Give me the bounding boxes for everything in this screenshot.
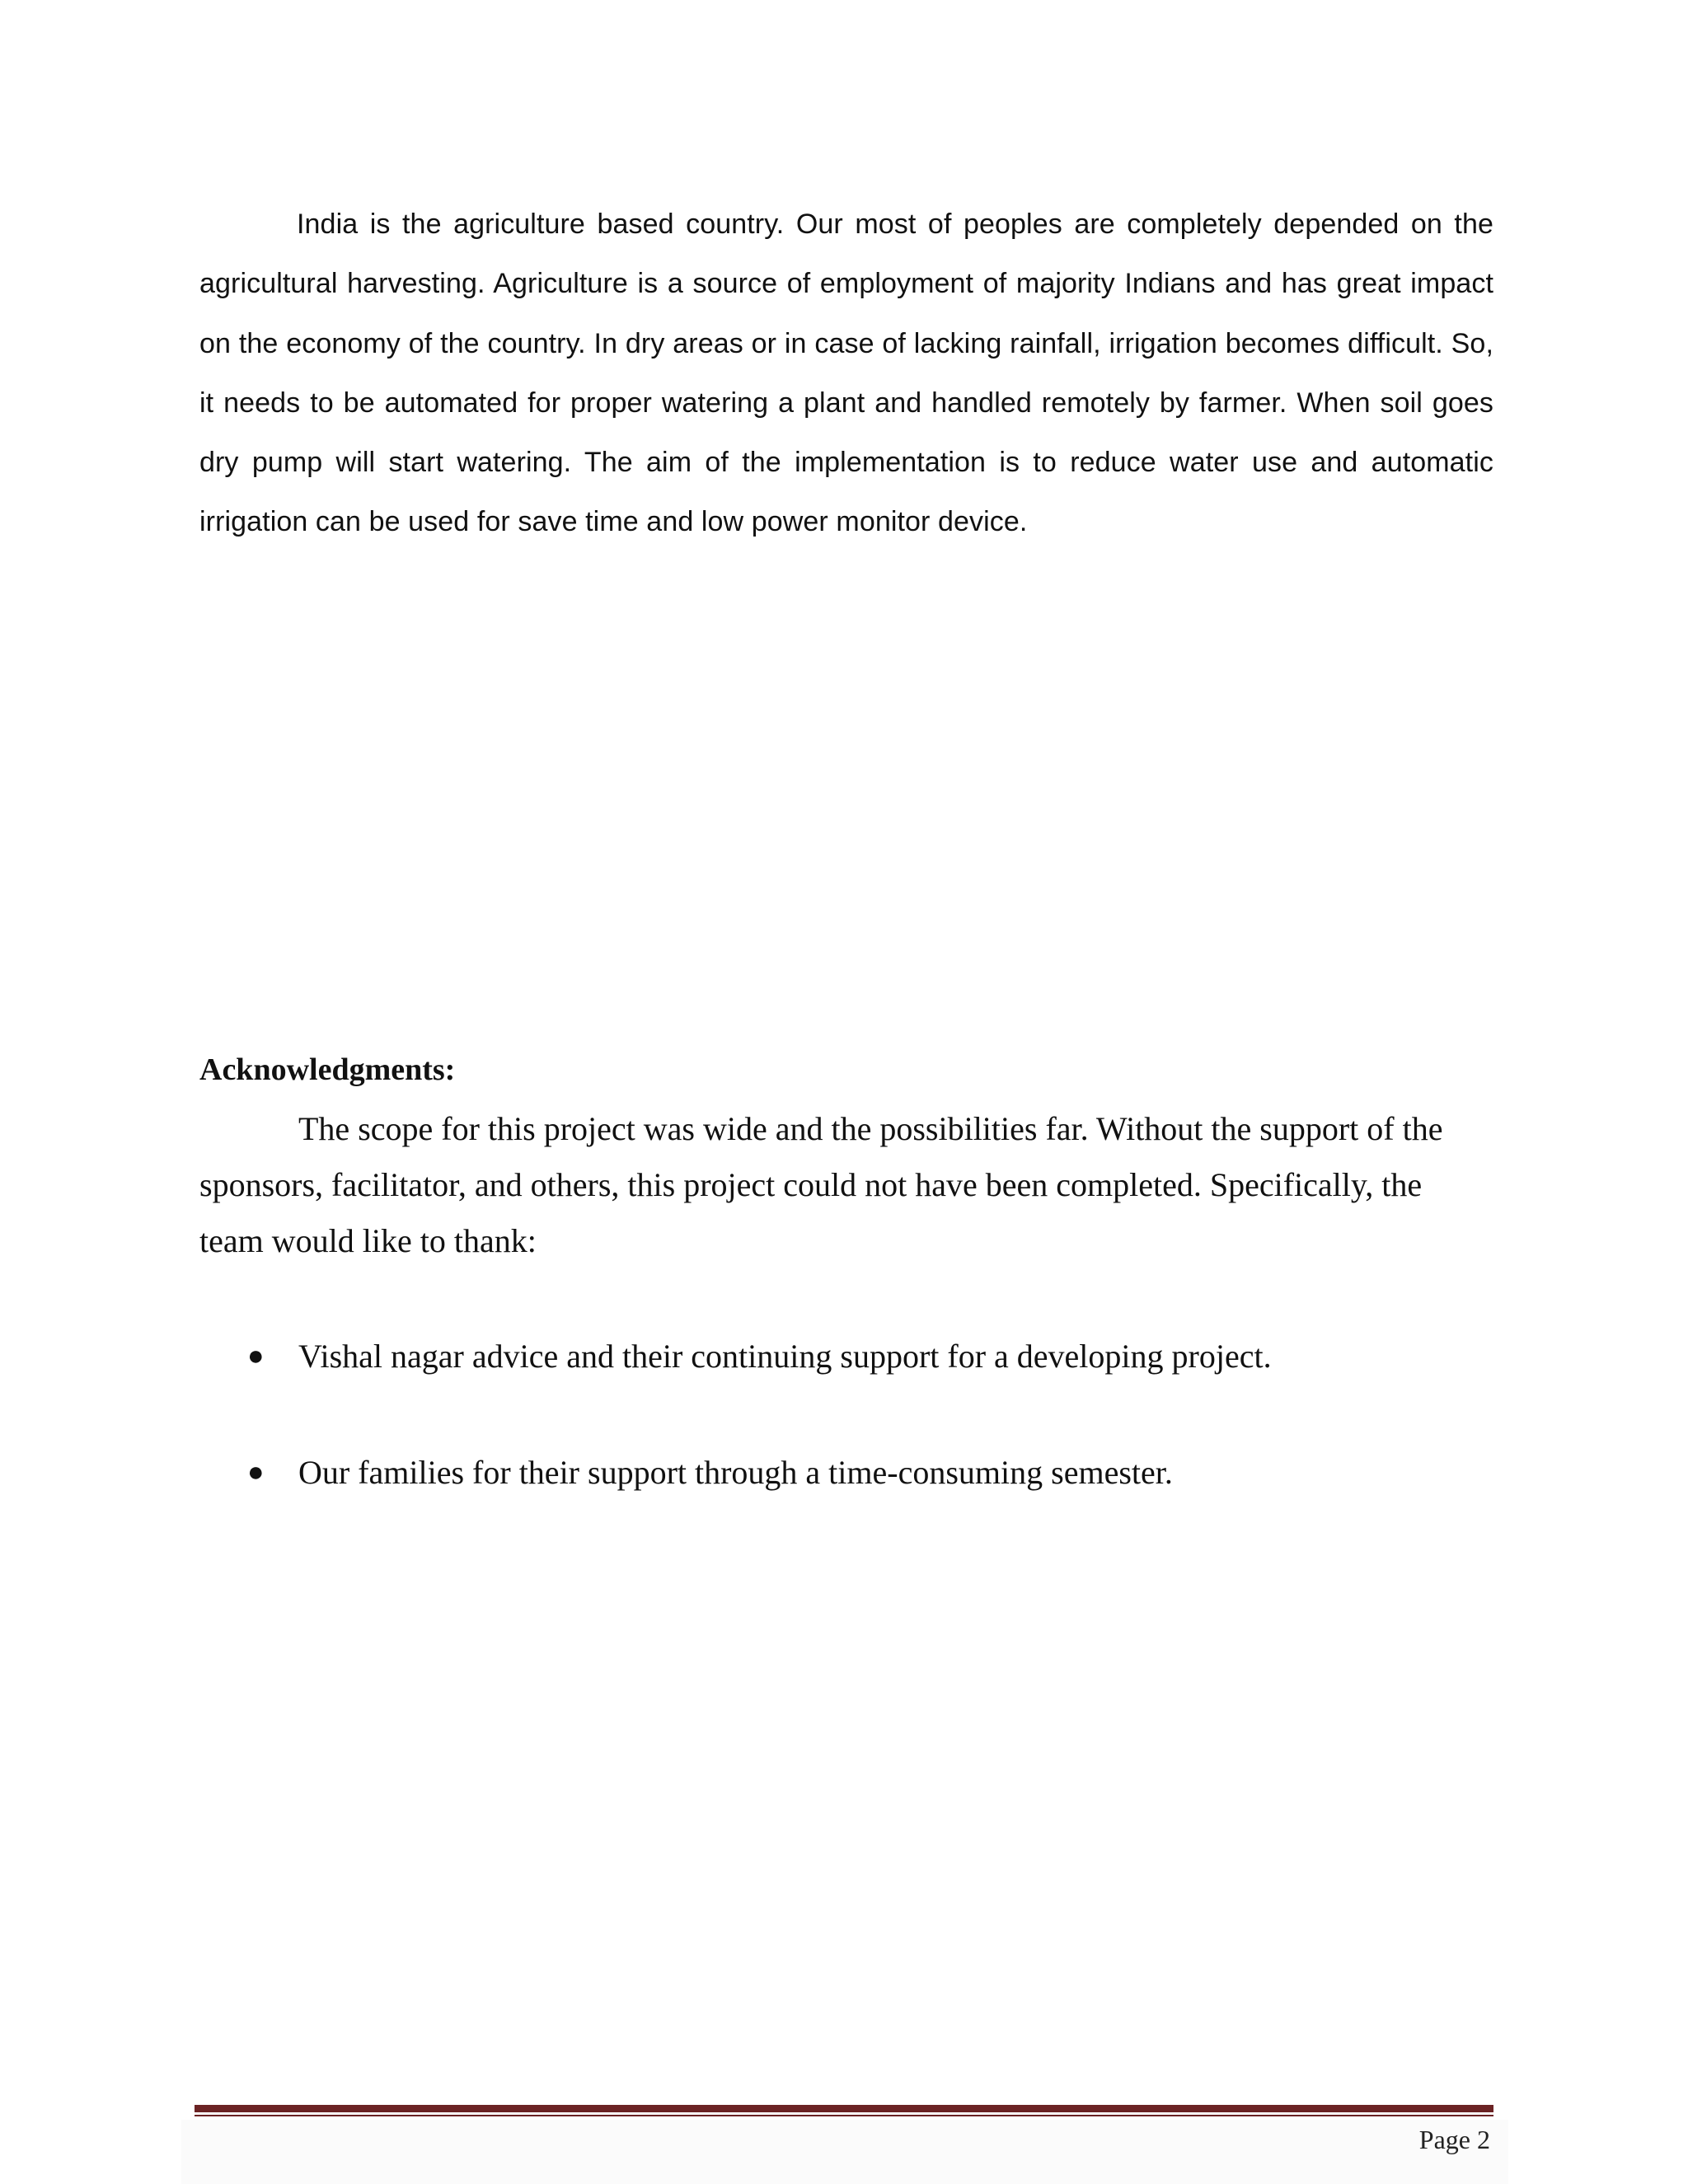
intro-paragraph: India is the agriculture based country. Our most of peoples are completely depended on the agricultural harvesting. Agriculture is a source of employment of majority Indians and has great impact on the economy of the country. In dry areas or in case of lacking rainfall, irrigation becomes difficult. So, it needs to be automated for proper watering a plant and handled remotely by farmer. When soil goes dry pump will start watering. The aim of the implementation is to reduce water use and automatic irrigation can be used for save time and low power monitor device. [199,209,1493,538]
list-item [247,1445,1272,1501]
footer-rule [195,2105,1493,2112]
acknowledgments-paragraph: The scope for this project was wide and the possibilities far. Without the support of the sponsors, facilitator, and others, this project could not have been completed. Specifically, the team would like to thank: [199,1110,1443,1259]
acknowledgments-list [247,1329,1272,1561]
list-item-text: Vishal nagar advice and their continuing support for a developing project. [298,1338,1272,1375]
bullet-icon: ● [247,1457,265,1488]
page-number: Page 2 [1418,2125,1490,2154]
list-item-text: Our families for their support through a time-consuming semester. [298,1454,1173,1491]
footer-band [181,2120,1508,2184]
acknowledgments-heading: Acknowledgments: [199,1052,456,1087]
bullet-icon: ● [247,1341,265,1371]
list-item [247,1329,1272,1385]
footer-rule-thin [195,2115,1493,2116]
